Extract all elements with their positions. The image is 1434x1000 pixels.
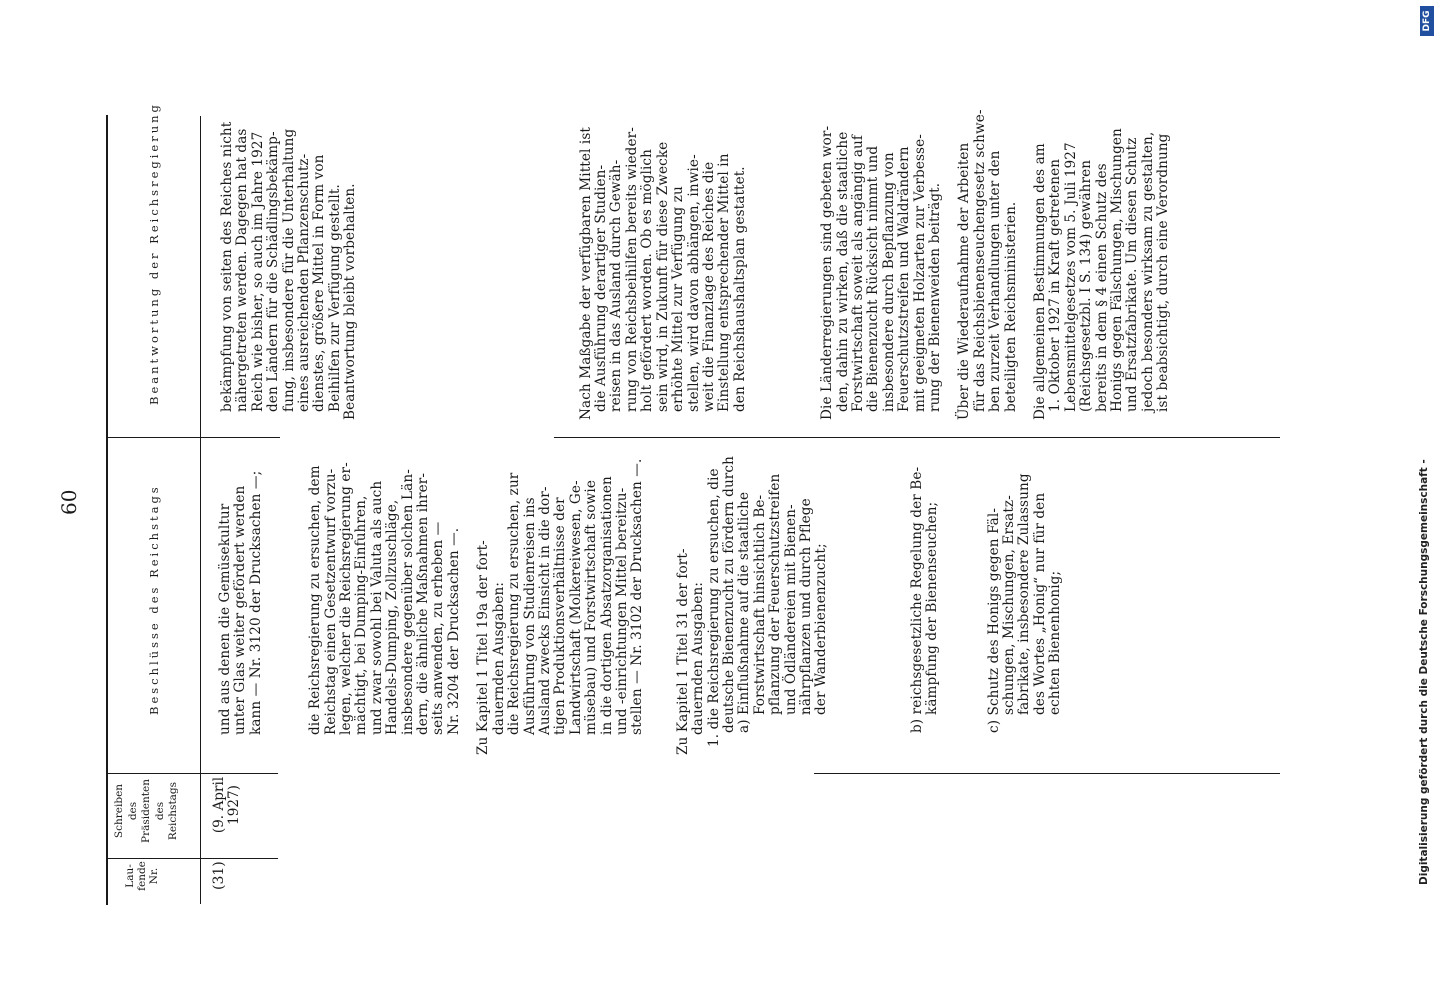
dfg-logo: DFG bbox=[1420, 6, 1434, 36]
beschluss-item-c: c) Schutz des Honigs gegen Fäl- schungen, Mischungen, Ersatz- fabrikate, insbesondere Zulassung des Wortes „Honig“ nur für den echten Bienenhonig; bbox=[985, 473, 1064, 733]
beschluss-item-b: b) reichsgesetzliche Regelung der Be- kämpfung der Bienenseuchen; bbox=[908, 466, 941, 733]
antwort-block-6: Die allgemeinen Bestimmungen des am 1. Oktober 1927 in Kraft getretenen Lebensmittelgesetzes vom 5. Juli 1927 (Reichsgesetzbl. I S. 134) gewähren bereits in dem § 4 einen Schutz des Honigs gegen Fälschungen, Mischungen und Ersatzfabrikate. Um diesen Schutz jedoch besonders wirksam zu gestalten, ist beabsichtigt, durch eine Verordnung bbox=[1032, 128, 1172, 420]
beschluss-block-1: und aus denen die Gemüsekultur unter Glas weiter gefördert werden kann — Nr. 3120 der Drucksachen —; bbox=[217, 470, 264, 735]
header-beschluesse: Beschlüsse des Reichstags bbox=[147, 484, 161, 715]
beschluss-intro-31: 1. die Reichsregierung zu ersuchen, die deutsche Bienenzucht zu fördern durch bbox=[705, 456, 737, 747]
beschluss-item-a: a) Einflußnahme auf die staatliche Forstwirtschaft hinsichtlich Be- pflanzung der Feuerschutzstreifen und Ödländereien mit Bienen- nährpflanzen und durch Pflege der Wanderbienenzucht; bbox=[736, 473, 830, 733]
header-beantwortung: Beantwortung der Reichsregierung bbox=[147, 102, 161, 405]
antwort-block-3: Nach Maßgabe der verfügbaren Mittel ist die Ausführung derartiger Studien- reisen in das Ausland durch Gewäh- rung von Reichsbeihilfen bereits wieder- holt gefördert worden. Ob es möglich sein wird, in Zukunft für diese Zwecke erhöhte Mittel zur Verfügung zu stellen, wird davon abhängen, inwie- weit die Finanzlage des Reiches die Einstellung entsprechender Mittel in den Reichshaushaltsplan gestattet. bbox=[577, 127, 748, 420]
page-number: 60 bbox=[57, 489, 81, 515]
antwort-block-5: Über die Wiederaufnahme der Arbeiten für das Reichsbienenseuchengesetz schwe- ben zurzeit Verhandlungen unter den beteiligten Reichsministerien. bbox=[956, 109, 1019, 420]
header-laufende-nr: Lau- fende Nr. bbox=[124, 861, 160, 891]
row-number: (31) bbox=[211, 861, 227, 890]
col-rule-beschluesse-1 bbox=[106, 437, 280, 438]
row-date: (9. April 1927) bbox=[211, 776, 243, 834]
digitization-note: Digitalisierung gefördert durch die Deutsche Forschungsgemeinschaft - bbox=[1418, 459, 1430, 885]
beantwortung-column bbox=[220, 104, 1172, 420]
antwort-block-4: Die Länderregierungen sind gebeten wor- den, dahin zu wirken, daß die staatliche Forstwirtschaft soweit als angängig auf die Bienenzucht Rücksicht nimmt und insbesondere durch Bepflanzung von Feuerschutzstreifen und Waldrändern mit geeigneten Holzarten zur Verbesse- rung der Bienenweiden beiträgt. bbox=[819, 125, 943, 420]
antwort-block-2: Beantwortung bleibt vorbehalten. bbox=[342, 183, 359, 420]
header-schreiben: Schreiben des Präsidenten des Reichstags bbox=[113, 779, 179, 843]
col-rule-beschluesse-2 bbox=[554, 437, 1280, 438]
beschluss-block-3: die Reichsregierung zu ersuchen, zur Ausführung von Studienreisen ins Ausland zwecks Einsicht in die dor- tigen Produktionsverhältnisse der Landwirtschaft (Molkereiwesen, Ge- müsebau) und Forstwirtschaft sowie in die dortigen Absatzorganisationen und -einrichtungen Mittel bereitzu- stellen — Nr. 3102 der Drucksachen —. bbox=[506, 458, 646, 735]
antwort-block-1: bekämpfung von seiten des Reiches nicht nähergetreten werden. Dagegen hat das Reich wie bisher, so auch im Jahre 1927 den Ländern für die Schädlingsbekämp- fung, insbesondere für die Unterhaltung eines ausreichenden Pflanzenschutz- dienstes, größere Mittel in Form von Beihilfen zur Verfügung gestellt. bbox=[219, 121, 343, 412]
header-bottom-rule bbox=[200, 116, 201, 904]
beschluesse-column bbox=[218, 440, 1064, 755]
col-rule-beschluesse-bottom bbox=[814, 773, 1280, 774]
beschluss-block-2: die Reichsregierung zu ersuchen, dem Reichstag einen Gesetzentwurf vorzu- legen, welcher die Reichsregierung er- mächtigt, bei Dumping-Einfuhren, und zwar sowohl bei Valuta als auch Handels-Dumping, Zollzuschläge, insbesondere gegenüber solchen Län- dern, die ähnliche Maßnahmen ihrer- seits anwenden, zu erheben — Nr. 3204 der Drucksachen —. bbox=[307, 462, 462, 735]
table-top-rule bbox=[106, 115, 108, 905]
beschluss-heading-19a: Zu Kapitel 1 Titel 19a der fort- dauernden Ausgaben: bbox=[475, 540, 507, 755]
beschluss-heading-31: Zu Kapitel 1 Titel 31 der fort- dauernden Ausgaben: bbox=[674, 548, 707, 755]
